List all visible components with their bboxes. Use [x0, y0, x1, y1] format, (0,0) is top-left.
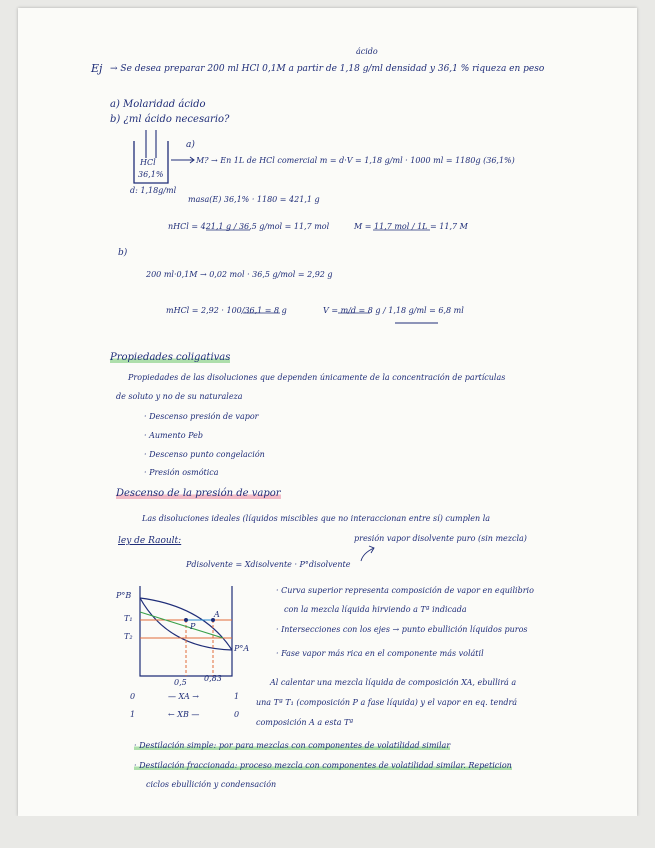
- xa-end: 1: [234, 692, 240, 701]
- question-b: b) ¿ml ácido necesario?: [110, 114, 230, 125]
- colligative-item-1: · Descenso presión de vapor: [144, 412, 259, 421]
- beaker-density: d: 1,18g/ml: [130, 186, 177, 195]
- section-title-colligative: Propiedades coligativas: [110, 352, 231, 363]
- vapor-note: presión vapor disolvente puro (sin mezcla): [354, 534, 527, 543]
- arrow-icon: [171, 157, 194, 163]
- colligative-item-4: · Presión osmótica: [144, 468, 219, 477]
- colligative-item-3: · Descenso punto congelación: [144, 450, 265, 459]
- colligative-intro-2: de soluto y no de su naturaleza: [116, 392, 243, 401]
- part-a-line1: M? → En 1L de HCl comercial m = d·V = 1,18 g/ml · 1000 ml = 1180g (36,1%): [196, 156, 515, 165]
- graph-note-3: · Intersecciones con los ejes → punto ebullición líquidos puros: [276, 625, 528, 634]
- part-a-line2: masa(E) 36,1% · 1180 = 421,1 g: [188, 195, 320, 204]
- beaker-label-percent: 36,1%: [138, 170, 164, 179]
- vapor-ideal-1: Las disoluciones ideales (líquidos miscibles que no interaccionan entre sí) cumplen la: [142, 514, 491, 523]
- section-title-vapor: Descenso de la presión de vapor: [116, 488, 281, 499]
- header-note: ácido: [356, 47, 378, 56]
- part-b-label: b): [118, 248, 128, 258]
- distillation-simple: · Destilación simple: por para mezclas con componentes de volatilidad similar: [134, 741, 451, 750]
- explanation-3: composición A a esta Tª: [256, 718, 354, 727]
- distillation-fractional: · Destilación fraccionada: proceso mezcla con componentes de volatilidad similar. Repeticion: [134, 761, 512, 770]
- question-a: a) Molaridad ácido: [110, 99, 206, 110]
- part-a-label: a): [186, 140, 195, 150]
- graph-x2: 0,83: [204, 674, 222, 683]
- raoult-law: ley de Raoult:: [118, 536, 182, 546]
- part-a-m-eq: M = 11,7 mol / 1L = 11,7 M: [354, 222, 468, 231]
- graph-note-2: con la mezcla líquida hirviendo a Tª indicada: [284, 605, 467, 614]
- xb-end: 0: [234, 710, 240, 719]
- xb-arrow: ← XB —: [168, 710, 200, 719]
- beaker-label-hcl: HCl: [140, 158, 156, 167]
- background-strip: [0, 816, 655, 848]
- explanation-1: Al calentar una mezcla líquida de composición XA, ebullirá a: [270, 678, 517, 687]
- colligative-item-2: · Aumento Peb: [144, 431, 203, 440]
- handwriting-drawings: [18, 8, 637, 816]
- notebook-page: [18, 8, 637, 816]
- graph-note-1: · Curva superior representa composición de vapor en equilibrio: [276, 586, 534, 595]
- graph-label-pb: P°B: [116, 591, 132, 600]
- part-a-n-eq: nHCl = 421,1 g / 36,5 g/mol = 11,7 mol: [168, 222, 330, 231]
- pipette-icon: [146, 130, 156, 158]
- graph-x1: 0,5: [174, 678, 187, 687]
- part-b-line2: mHCl = 2,92 · 100/36,1 = 8 g: [166, 306, 287, 315]
- exercise-statement: → Se desea preparar 200 ml HCl 0,1M a partir de 1,18 g/ml densidad y 36,1 % riqueza en peso: [110, 64, 545, 74]
- phase-diagram: [140, 586, 232, 676]
- part-b-line1: 200 ml·0,1M → 0,02 mol · 36,5 g/mol = 2,92 g: [146, 270, 333, 279]
- explanation-2: una Tª T₁ (composición P a fase líquida) y el vapor en eq. tendrá: [256, 698, 518, 707]
- graph-note-4: · Fase vapor más rica en el componente más volátil: [276, 649, 484, 658]
- distillation-cycles: ciclos ebullición y condensación: [146, 780, 277, 789]
- xa-arrow: — XA →: [168, 692, 199, 701]
- graph-label-pa: P°A: [234, 644, 250, 653]
- colligative-intro-1: Propiedades de las disoluciones que dependen únicamente de la concentración de partículas: [128, 373, 506, 382]
- xa-start: 0: [130, 692, 136, 701]
- exercise-prefix: Ej: [91, 62, 103, 75]
- part-b-line3: V = m/d = 8 g / 1,18 g/ml = 6,8 ml: [323, 306, 464, 315]
- graph-label-t2: T₂: [124, 632, 133, 641]
- xb-start: 1: [130, 710, 136, 719]
- graph-label-t1: T₁: [124, 614, 133, 623]
- graph-point-a: A: [214, 610, 220, 619]
- graph-point-p: P: [190, 622, 196, 631]
- raoult-formula: Pdisolvente = Xdisolvente · P°disolvente: [186, 560, 351, 569]
